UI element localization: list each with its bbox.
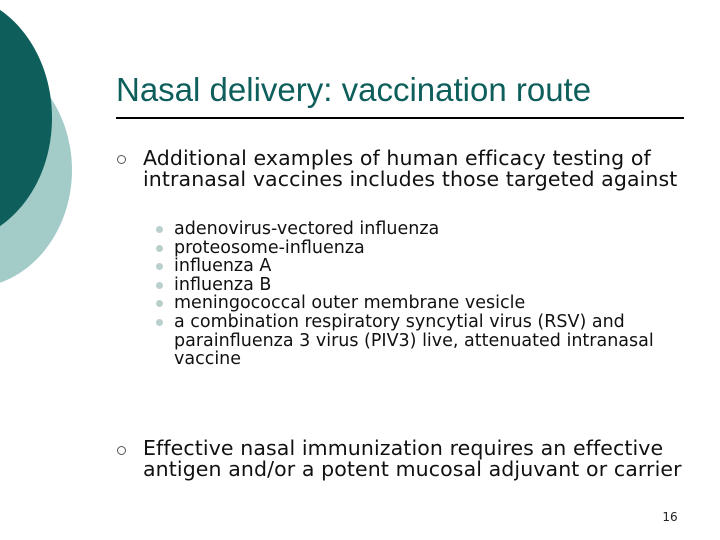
sub-bullet-text: meningococcal outer membrane vesicle [174,293,526,314]
sub-bullet-item [156,239,696,258]
sub-bullet-text: a combination respiratory syncytial virus (RSV) and parainfluenza 3 virus (PIV3) live, attenuated intranasal vaccine [174,311,654,370]
sub-bullet-text: proteosome-influenza [174,237,365,258]
sub-bullet-text: influenza B [174,274,272,295]
sub-bullet-item [156,294,696,313]
bullet-dot-icon [156,245,163,252]
bullet-dot-icon [156,319,163,326]
slide-title: Nasal delivery: vaccination route [116,71,592,108]
sub-bullet-list [156,220,696,369]
bullet-ring-icon [117,446,126,455]
page-number: 16 [662,510,678,524]
title-divider [116,117,684,119]
sub-bullet-text: adenovirus-vectored influenza [174,219,440,239]
bullet-dot-icon [156,263,163,270]
bullet-dot-icon [156,282,163,289]
sub-bullet-item [156,257,696,276]
corner-decoration [0,0,80,300]
bullet-ring-icon [117,155,126,164]
sub-bullet-item [156,313,696,369]
bullet-dot-icon [156,300,163,307]
sub-bullet-item [156,220,696,239]
bullet-dot-icon [156,226,163,233]
sub-bullet-text: influenza A [174,256,272,277]
bullet-text-2: Effective nasal immunization requires an effective antigen and/or a potent mucosal adjuvant or carrier [143,436,682,481]
sub-bullet-item [156,276,696,295]
bullet-text-1: Additional examples of human efficacy testing of intranasal vaccines includes those targeted against [143,146,678,191]
